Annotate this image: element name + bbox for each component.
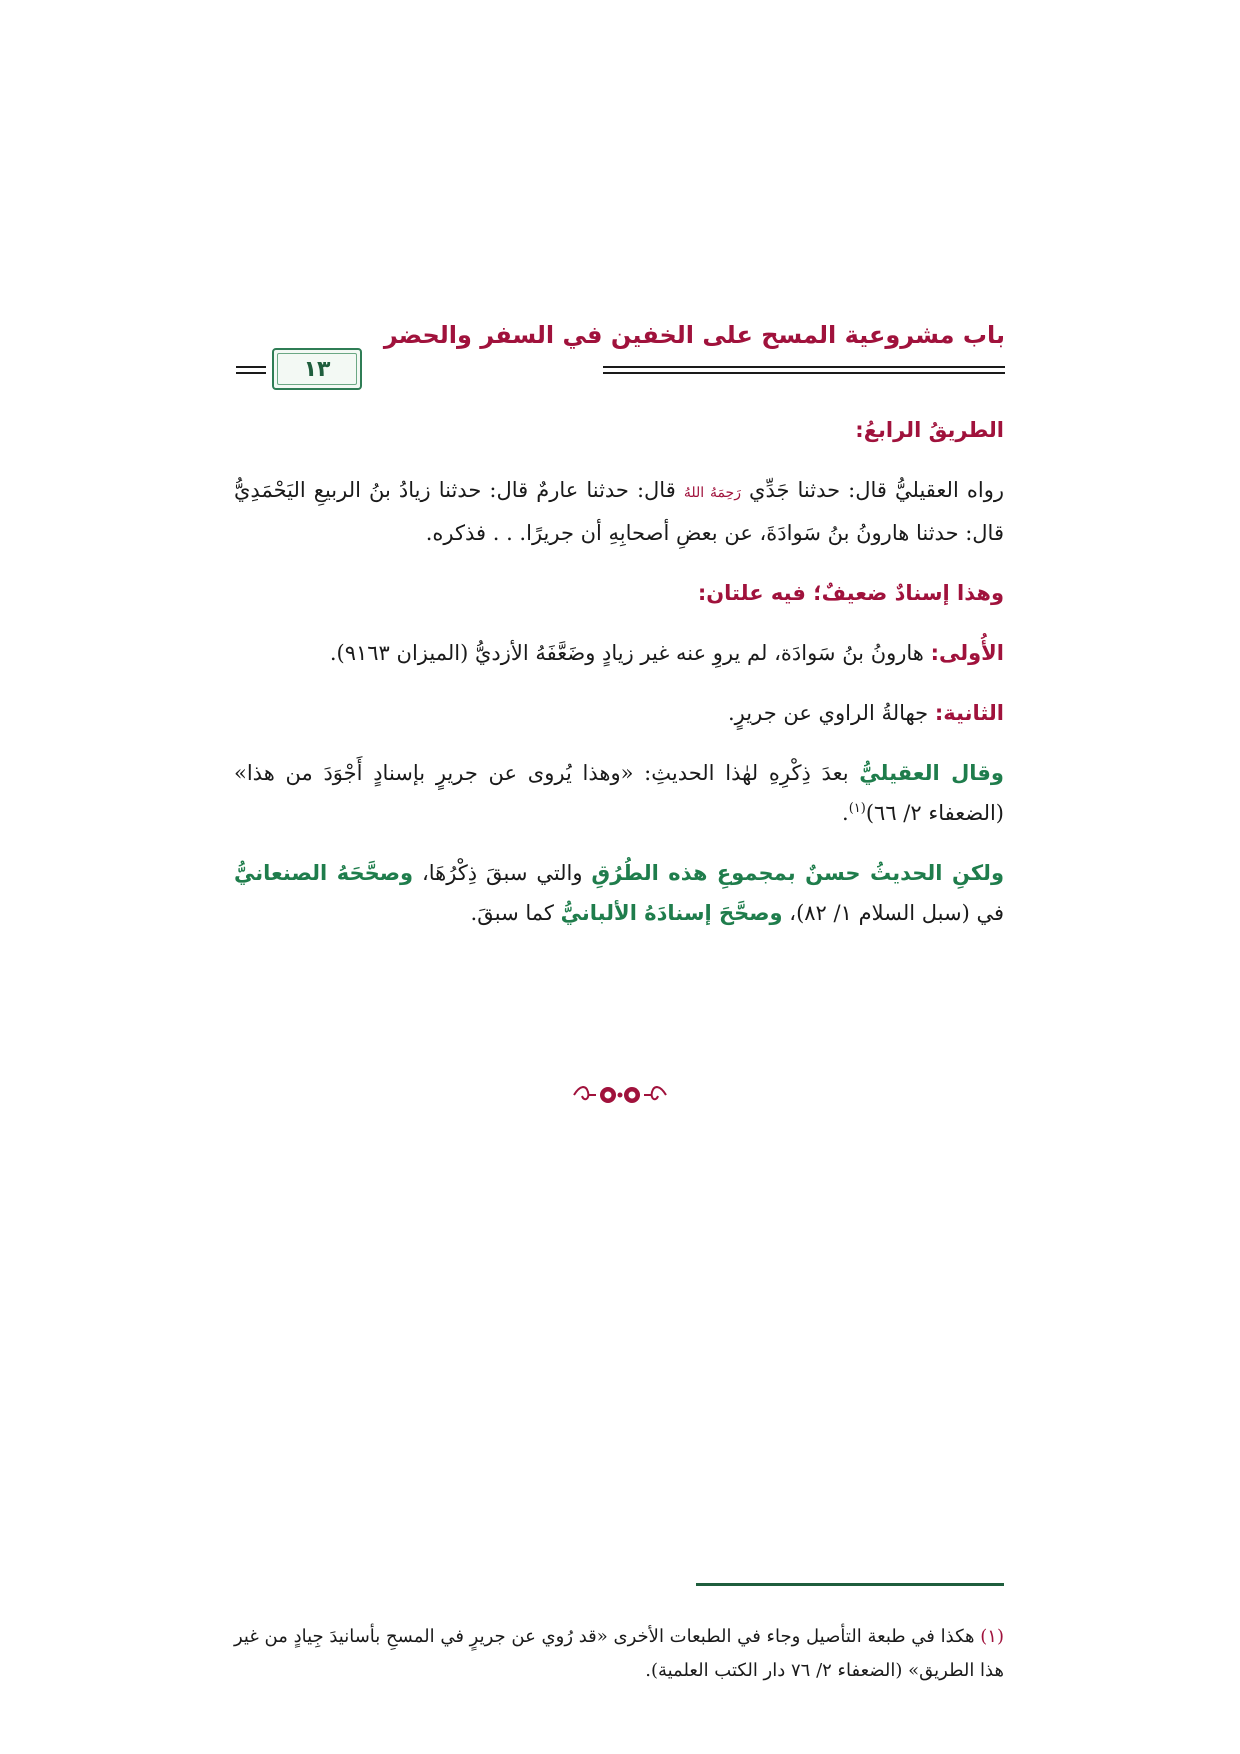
conclusion-text-d: في (سبل السلام ١/ ٨٢)، xyxy=(789,901,1004,925)
conclusion-text-f: كما سبقَ. xyxy=(470,901,554,925)
conclusion-emphasis-a: ولكنِ الحديثُ حسنٌ بمجموعِ هذه الطُرُقِ xyxy=(591,861,1004,885)
conclusion-paragraph xyxy=(234,853,1004,933)
footnote xyxy=(234,1620,1004,1688)
header-rule-left-bottom xyxy=(236,372,266,374)
page-header xyxy=(236,318,1005,382)
footnote-number: (١) xyxy=(980,1626,1004,1647)
honorific: رَحِمَهُ اللهُ xyxy=(683,485,741,501)
footnote-reference: (١) xyxy=(848,801,866,816)
first-defect-paragraph xyxy=(234,633,1004,673)
second-defect-label: الثانية: xyxy=(934,701,1004,725)
header-rule-bottom xyxy=(603,372,1005,374)
first-defect-label: الأُولى: xyxy=(930,641,1004,665)
chapter-title: باب مشروعية المسح على الخفين في السفر والحضر xyxy=(383,321,1005,349)
first-defect-text: هارونُ بنُ سَوادَة، لم يروِ عنه غير زيادٍ وضَعَّفَهُ الأزديُّ (الميزان ٩١٦٣). xyxy=(329,641,924,665)
second-defect-text: جهالةُ الراوي عن جريرٍ. xyxy=(728,701,929,725)
header-rule-top xyxy=(603,366,1005,368)
section-title: الطريقُ الرابعُ: xyxy=(855,418,1004,442)
section-end-ornament xyxy=(570,1080,670,1110)
header-rule-left-top xyxy=(236,366,266,368)
aqili-end: . xyxy=(842,801,849,825)
second-defect-paragraph xyxy=(234,693,1004,733)
narration-paragraph xyxy=(234,470,1004,553)
conclusion-emphasis-e: وصحَّحَ إسنادَهُ الألبانيُّ xyxy=(560,901,783,925)
page-number: ١٣ xyxy=(303,356,331,382)
narration-text-b: قال: حدثنا عارمٌ قال: حدثنا زيادُ بنُ الربيعِ اليَحْمَدِيُّ قال: حدثنا هارونُ بنُ سَوادَةَ، عن بعضِ أصحابِهِ أن جريرًا. . . فذكره. xyxy=(234,478,1004,545)
aqili-paragraph xyxy=(234,753,1004,833)
conclusion-emphasis-c: وصحَّحَهُ الصنعانيُّ xyxy=(234,861,414,885)
aqili-label: وقال العقيليُّ xyxy=(859,761,1004,785)
aqili-text: بعدَ ذِكْرِهِ لهٰذا الحديثِ: «وهذا يُروى عن جريرٍ بإسنادٍ أَجْوَدَ من هذا» (الضعفاء ٢/ ٦٦) xyxy=(234,761,1004,825)
footnote-text: هكذا في طبعة التأصيل وجاء في الطبعات الأخرى «قد رُوي عن جريرٍ في المسحِ بأسانيدَ جِيادٍ من غير هذا الطريق» (الضعفاء ٢/ ٧٦ دار الكتب العلمية). xyxy=(234,1626,1004,1681)
main-content xyxy=(234,410,1004,953)
weakness-title: وهذا إسنادٌ ضعيفٌ؛ فيه علتان: xyxy=(697,581,1004,605)
footnote-separator xyxy=(696,1583,1004,1586)
page-number-frame xyxy=(272,348,362,390)
narration-text-a: رواه العقيليُّ قال: حدثنا جَدِّي xyxy=(749,478,1004,502)
conclusion-text-b: والتي سبقَ ذِكْرُهَا، xyxy=(421,861,583,885)
